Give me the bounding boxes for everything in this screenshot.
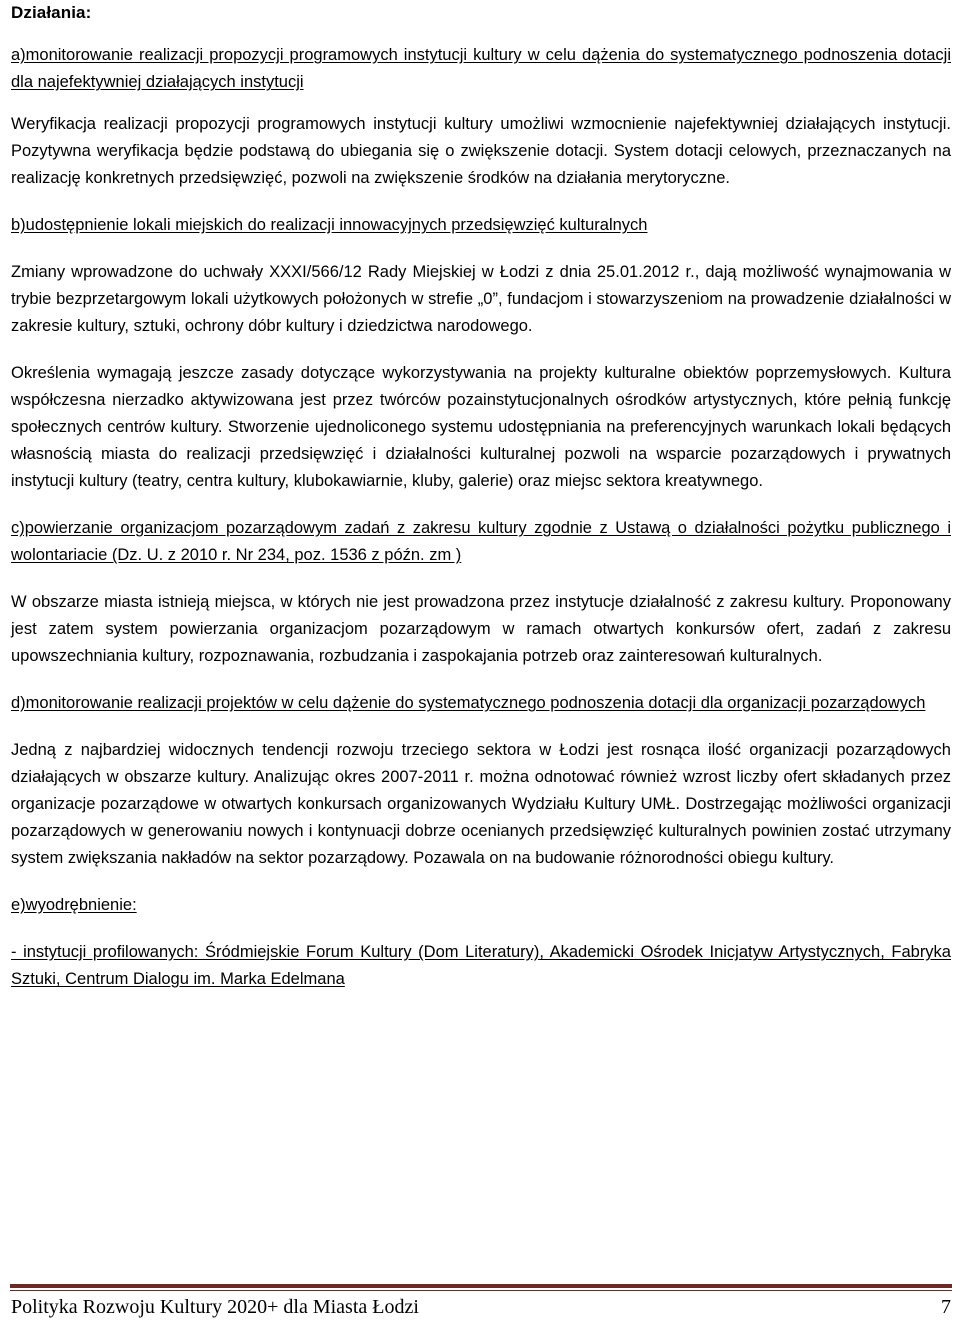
section-b-body-2: Określenia wymagają jeszcze zasady dotyczące wykorzystywania na projekty kulturalne obiektów poprzemysłowych. Kultura współczesna nierzadko aktywizowana jest przez twórców pozainstytucjonalnych ośrodków artystycznych, które pełnią funkcję społecznych centrów kultury. Stworzenie ujednoliconego systemu udostępniania na preferencyjnych warunkach lokali będących własnością miasta do realizacji przedsięwzięć i działalności kulturalnej pozwoli na wsparcie pozarządowych i prywatnych instytucji kultury (teatry, centra kultury, klubokawiarnie, kluby, galerie) oraz miejsc sektora kreatywnego. [11, 364, 951, 490]
section-d-title: d)monitorowanie realizacji projektów w celu dążenie do systematycznego podnoszenia dotacji dla organizacji pozarządowych [11, 694, 926, 712]
page-heading: Działania: [11, 3, 92, 22]
section-b-title: b)udostępnienie lokali miejskich do realizacji innowacyjnych przedsięwzięć kulturalnych [11, 216, 648, 234]
section-e-title: e)wyodrębnienie: [11, 896, 137, 914]
footer-rule-thin [10, 1290, 952, 1291]
section-c-title: c)powierzanie organizacjom pozarządowym zadań z zakresu kultury zgodnie z Ustawą o działalności pożytku publicznego i wolontariacie (Dz. U. z 2010 r. Nr 234, poz. 1536 z późn. zm ) [11, 519, 951, 564]
section-b-body-1: Zmiany wprowadzone do uchwały XXXI/566/12 Rady Miejskiej w Łodzi z dnia 25.01.2012 r., dają możliwość wynajmowania w trybie bezprzetargowym lokali użytkowych położonych w strefie „0”, fundacjom i stowarzyszeniom na prowadzenie działalności w zakresie kultury, sztuki, ochrony dóbr kultury i dziedzictwa narodowego. [11, 263, 951, 335]
section-c-body: W obszarze miasta istnieją miejsca, w których nie jest prowadzona przez instytucje działalność z zakresu kultury. Proponowany jest zatem system powierzania organizacjom pozarządowym w ramach otwartych konkursów ofert, zadań z zakresu upowszechniania kultury, rozpoznawania, rozbudzania i zaspokajania potrzeb oraz zainteresowań kulturalnych. [11, 593, 951, 665]
footer-title: Polityka Rozwoju Kultury 2020+ dla Miasta Łodzi [11, 1296, 419, 1318]
document-body [11, 0, 951, 993]
footer-rule-thick [10, 1284, 952, 1288]
section-d-body: Jedną z najbardziej widocznych tendencji rozwoju trzeciego sektora w Łodzi jest rosnąca ilość organizacji pozarządowych działających w obszarze kultury. Analizując okres 2007-2011 r. można odnotować również wzrost liczby ofert składanych przez organizacje pozarządowe w otwartych konkursach organizowanych Wydziału Kultury UMŁ. Dostrzegając możliwości organizacji pozarządowych w generowaniu nowych i kontynuacji dobrze ocenianych przedsięwzięć kulturalnych powinien zostać utrzymany system zwiększania nakładów na sektor pozarządowy. Pozawala on na budowanie różnorodności obiegu kultury. [11, 741, 951, 867]
footer-page-number: 7 [941, 1296, 951, 1318]
section-a-title: a)monitorowanie realizacji propozycji programowych instytucji kultury w celu dążenia do systematycznego podnoszenia dotacji dla najefektywniej działających instytucji [11, 46, 951, 91]
section-a-body: Weryfikacja realizacji propozycji programowych instytucji kultury umożliwi wzmocnienie najefektywniej działających instytucji. Pozytywna weryfikacja będzie podstawą do ubiegania się o zwiększenie dotacji. System dotacji celowych, przeznaczanych na realizację konkretnych przedsięwzięć, pozwoli na zwiększenie środków na działania merytoryczne. [11, 115, 951, 187]
section-e-item-1: - instytucji profilowanych: Śródmiejskie Forum Kultury (Dom Literatury), Akademicki Ośrodek Inicjatyw Artystycznych, Fabryka Sztuki, Centrum Dialogu im. Marka Edelmana [11, 943, 951, 988]
